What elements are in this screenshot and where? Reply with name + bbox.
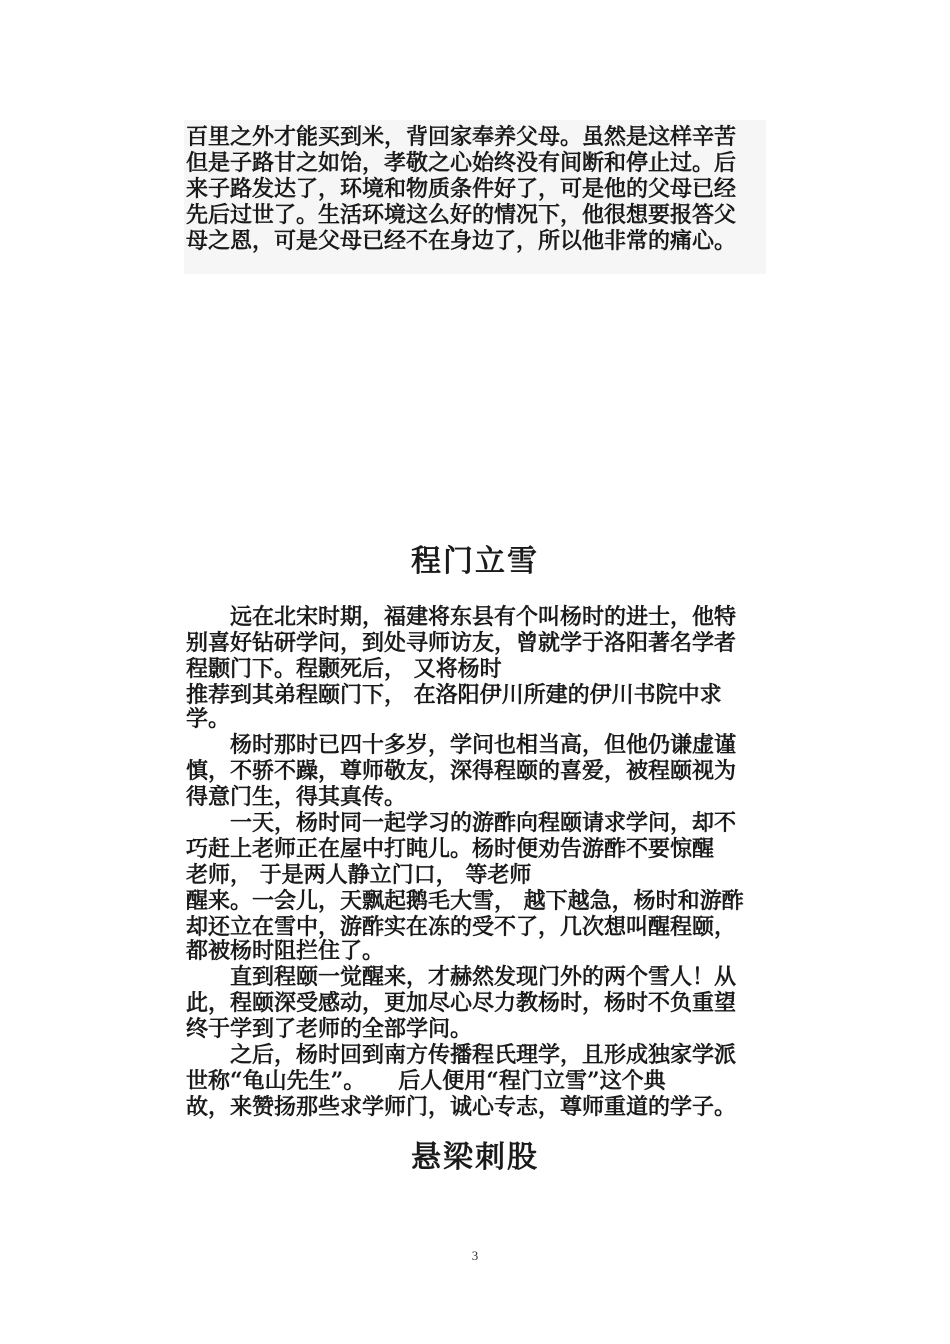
paragraph-line: 巧赶上老师正在屋中打盹儿。杨时便劝告游酢不要惊醒 <box>186 836 715 862</box>
paragraph-line: 世称“龟山先生”。 后人便用“程门立雪”这个典 <box>186 1068 666 1094</box>
paragraph-line: 此，程颐深受感动，更加尽心尽力教杨时，杨时不负重望 <box>186 990 737 1016</box>
paragraph-line: 故，来赞扬那些求学师门，诚心专志，尊师重道的学子。 <box>186 1094 737 1120</box>
paragraph-line: 但是子路甘之如饴，孝敬之心始终没有间断和停止过。后 <box>186 150 737 176</box>
paragraph-line: 学。 <box>186 706 231 732</box>
paragraph-line: 慎，不骄不躁，尊师敬友，深得程颐的喜爱，被程颐视为 <box>186 758 737 784</box>
paragraph-line: 远在北宋时期，福建将东县有个叫杨时的进士，他特 <box>186 604 737 630</box>
paragraph-line: 老师， 于是两人静立门口， 等老师 <box>186 862 532 888</box>
paragraph-line: 直到程颐一觉醒来，才赫然发现门外的两个雪人！从 <box>186 964 737 990</box>
paragraph-line: 得意门生，得其真传。 <box>186 784 407 810</box>
paragraph-line: 杨时那时已四十多岁，学问也相当高，但他仍谦虚谨 <box>186 732 737 758</box>
paragraph-line: 母之恩，可是父母已经不在身边了，所以他非常的痛心。 <box>186 228 737 254</box>
paragraph-line: 程颢门下。程颢死后， 又将杨时 <box>186 656 502 682</box>
paragraph-line: 之后，杨时回到南方传播程氏理学，且形成独家学派 <box>186 1042 737 1068</box>
page-number: 3 <box>471 1248 479 1263</box>
paragraph-line: 却还立在雪中，游酢实在冻的受不了，几次想叫醒程颐， <box>186 914 737 940</box>
paragraph-line: 醒来。一会儿，天飘起鹅毛大雪， 越下越急，杨时和游酢 <box>186 888 744 914</box>
section-title-chengmen-lixue: 程门立雪 <box>411 544 539 579</box>
paragraph-line: 别喜好钻研学问，到处寻师访友，曾就学于洛阳著名学者 <box>186 630 737 656</box>
paragraph-line: 来子路发达了，环境和物质条件好了，可是他的父母已经 <box>186 176 737 202</box>
section-title-xuanliang-cigu: 悬梁刺股 <box>411 1140 539 1175</box>
paragraph-line: 先后过世了。生活环境这么好的情况下，他很想要报答父 <box>186 202 737 228</box>
paragraph-line: 都被杨时阻拦住了。 <box>186 938 385 964</box>
paragraph-line: 推荐到其弟程颐门下， 在洛阳伊川所建的伊川书院中求 <box>186 682 722 708</box>
paragraph-line: 一天，杨时同一起学习的游酢向程颐请求学问，却不 <box>186 810 737 836</box>
paragraph-line: 百里之外才能买到米，背回家奉养父母。虽然是这样辛苦 <box>186 124 737 150</box>
paragraph-line: 终于学到了老师的全部学问。 <box>186 1016 473 1042</box>
